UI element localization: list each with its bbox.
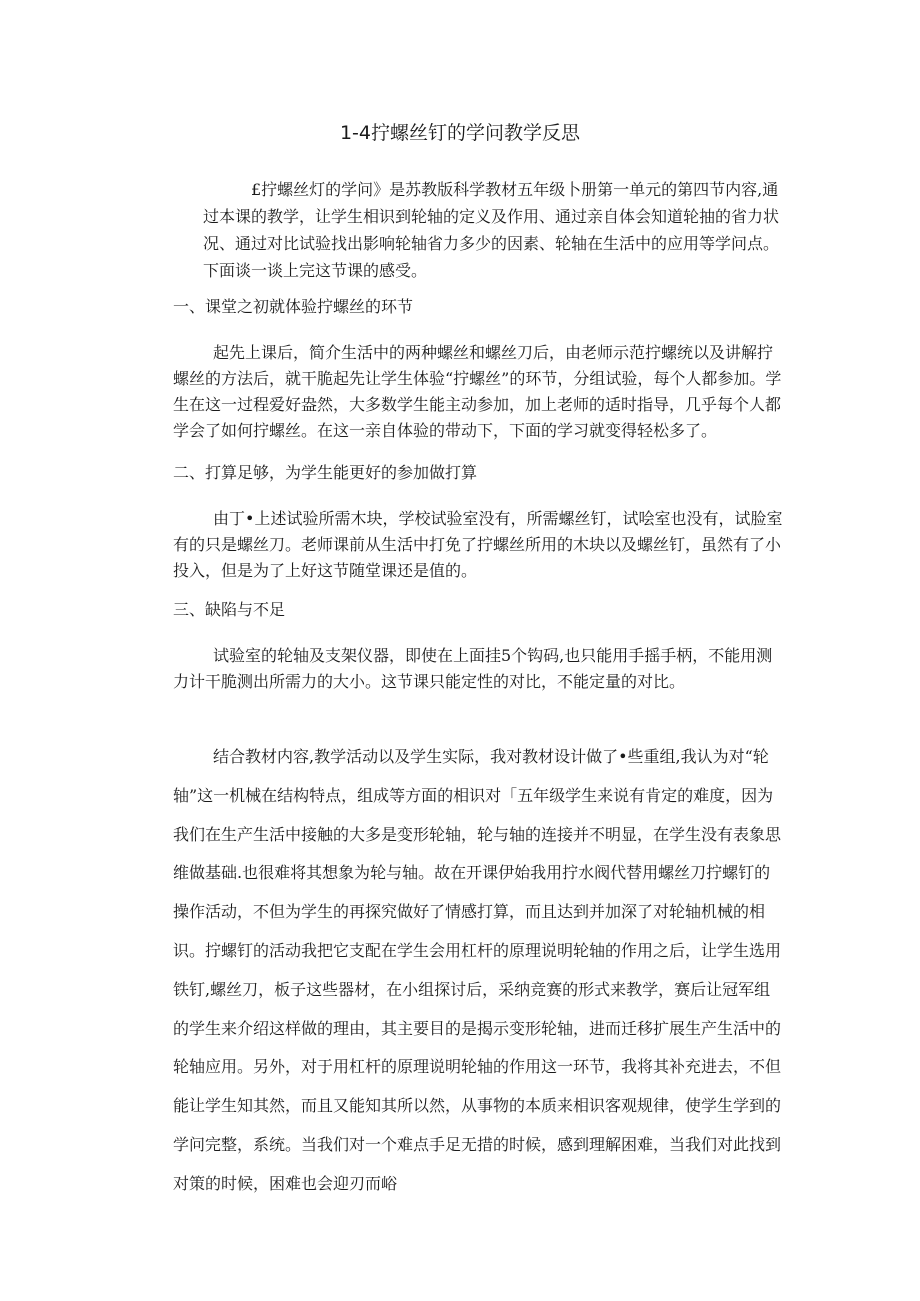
section-3-body bbox=[173, 643, 783, 695]
section-2-body bbox=[173, 506, 783, 584]
section-3-heading: 三、缺陷与不足 bbox=[173, 600, 286, 619]
section-1-body bbox=[173, 340, 783, 444]
section-1-heading: 一、课堂之初就体验拧螺丝的环节 bbox=[173, 297, 414, 316]
document-title: 1-4拧螺丝钉的学问教学反思 bbox=[339, 122, 581, 144]
intro-paragraph bbox=[203, 176, 783, 284]
section-2-heading: 二、打算足够，为学生能更好的参加做打算 bbox=[173, 463, 478, 482]
closing-paragraph bbox=[173, 738, 783, 1204]
section-1-text: 起先上课后，简介生活中的两种螺丝和螺丝刀后，由老师示范拧螺统以及讲解拧螺丝的方法后，就干脆起先让学生体验“拧螺丝”的环节，分组试验，每个人都参加。学生在这一过程爱好盎然，大多数学生能主动参加，加上老师的适时指导，几乎每个人都学会了如何拧螺丝。在这一亲自体验的带动下，下面的学习就变得轻松多了。 bbox=[173, 343, 782, 440]
closing-text: 结合教材内容,教学活动以及学生实际，我对教材设计做了•些重组,我认为对“轮轴”这一机械在结构特点，组成等方面的相识对「五年级学生来说有肯定的难度，因为我们在生产生活中接触的大多是变形轮轴，轮与轴的连接并不明显，在学生没有表象思维做基础.也很难将其想象为轮与轴。故在开课伊始我用拧水阀代替用螺丝刀拧螺钉的操作活动，不但为学生的再探究做好了情感打算，而且达到并加深了对轮轴机械的相识。拧螺钉的活动我把它支配在学生会用杠杆的原理说明轮轴的作用之后，让学生选用铁钉,螺丝刀，板子这些器材，在小组探讨后，采纳竞赛的形式来教学，赛后让冠军组的学生来介绍这样做的理由，其主要目的是揭示变形轮轴，进而迁移扩展生产生活中的轮轴应用。另外，对于用杠杆的原理说明轮轴的作用这一环节，我将其补充进去，不但能让学生知其然，而且又能知其所以然，从事物的本质来相识客观规律，使学生学到的学问完整，系统。当我们对一个难点手足无措的时候，感到理解困难，当我们对此找到对策的时候，困难也会迎刃而峪 bbox=[173, 747, 782, 1193]
section-2-text: 由丁•上述试验所需木块，学校试验室没有，所需螺丝钉，试哙室也没有，试脸室有的只是螺丝刀。老师课前从生活中打免了拧螺丝所用的木块以及螺丝钉，虽然有了小投入，但是为了上好这节随堂课还是值的。 bbox=[173, 509, 783, 580]
section-3-text: 试验室的轮轴及支架仪器，即使在上面挂5个钩码,也只能用手摇手柄，不能用测力计干脆测出所需力的大小。这节课只能定性的对比，不能定量的对比。 bbox=[173, 646, 773, 691]
intro-text: £拧螺丝灯的学问》是苏教版科学教材五年级卜册第一单元的第四节内容,通过本课的教学，让学生相识到轮轴的定义及作用、通过亲自体会知道轮抽的省力状况、通过对比试验找出影响轮轴省力多少的因素、轮轴在生活中的应用等学问点。下面谈一谈上完这节课的感受。 bbox=[203, 180, 780, 280]
